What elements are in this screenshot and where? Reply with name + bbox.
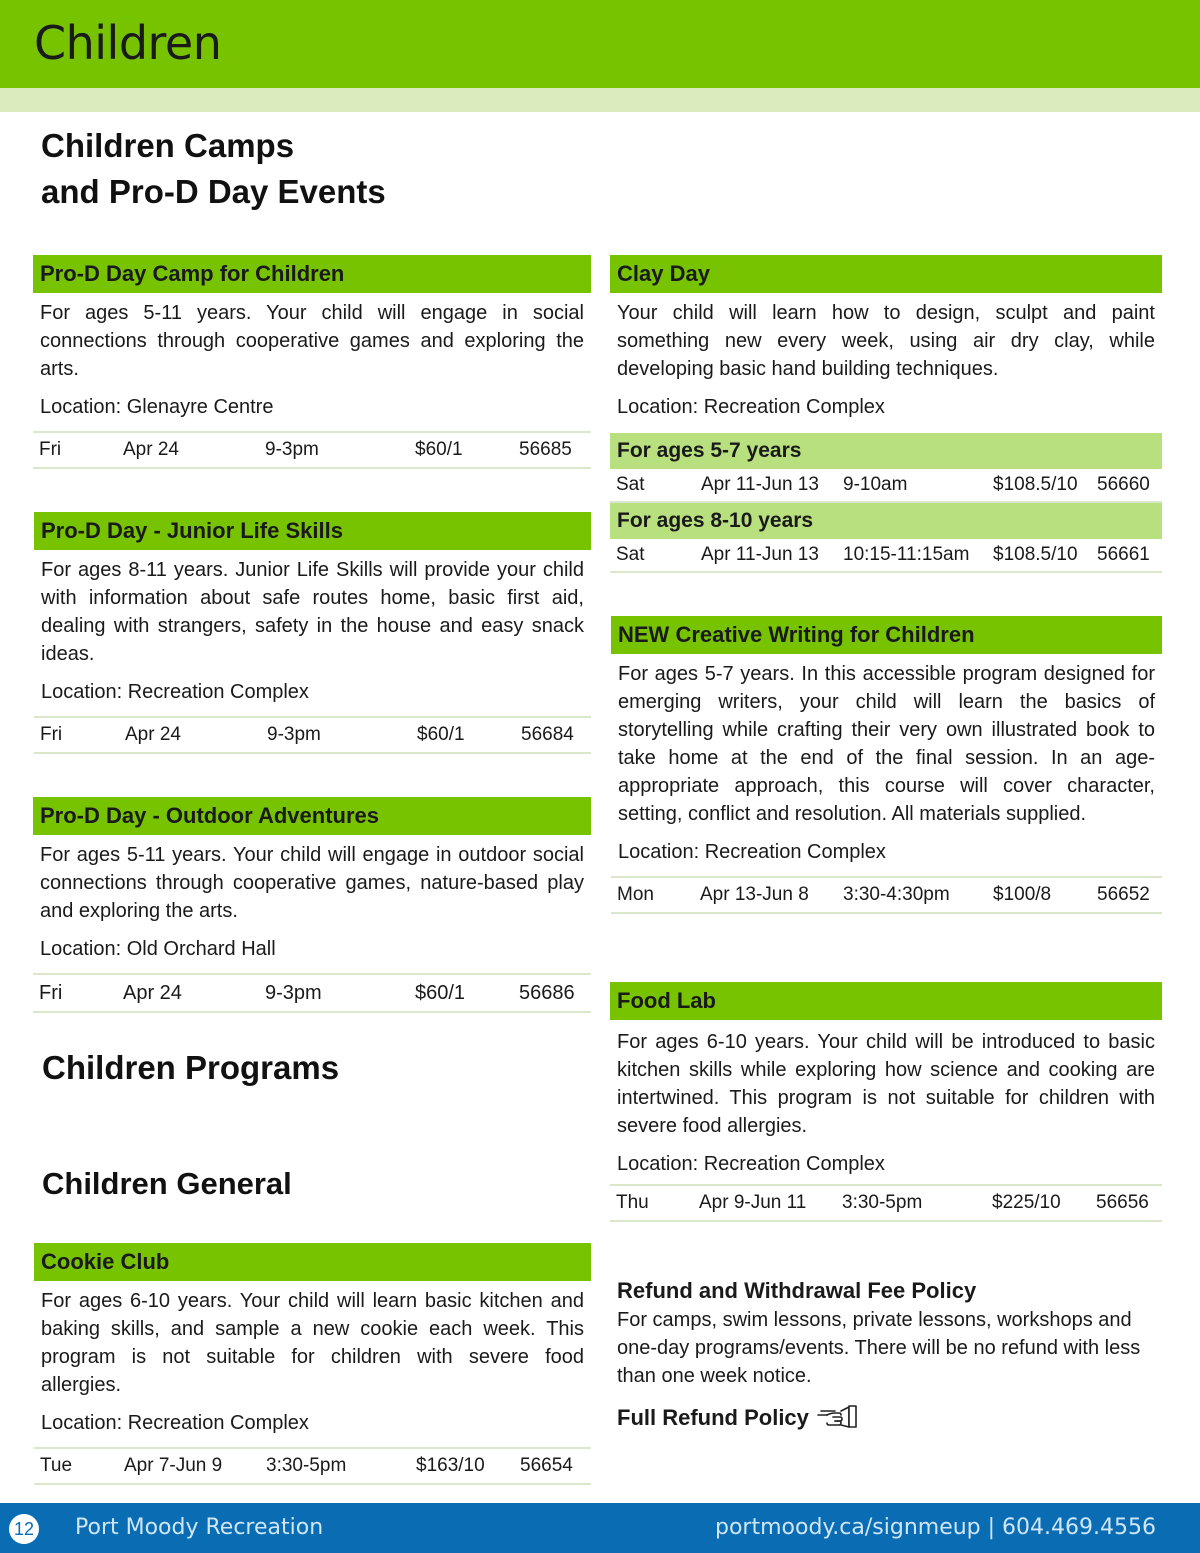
schedule-code[interactable]: 56654 (520, 1455, 573, 1476)
program-title: Pro-D Day - Junior Life Skills (34, 512, 591, 550)
program-description: For ages 6-10 years. Your child will be introduced to basic kitchen skills while exploring how science and cooking are intertwined. This program is not suitable for children with severe food allergies. (617, 1031, 1155, 1137)
program-location: Location: Recreation Complex (41, 681, 309, 703)
program-title: Pro-D Day - Outdoor Adventures (33, 797, 591, 835)
program-location: Location: Recreation Complex (617, 396, 885, 418)
schedule-dates: Apr 11-Jun 13 (701, 474, 819, 495)
schedule-code[interactable]: 56685 (519, 439, 572, 460)
schedule-price: $60/1 (417, 724, 465, 745)
schedule-dates: Apr 24 (125, 724, 181, 745)
schedule-row[interactable] (34, 1447, 591, 1485)
schedule-dates: Apr 13-Jun 8 (700, 884, 809, 905)
program-description: Your child will learn how to design, sculpt and paint something new every week, using air dry clay, while developing basic hand building techniques. (617, 302, 1155, 380)
program-junior-life-skills (34, 512, 591, 754)
program-description: For ages 6-10 years. Your child will learn basic kitchen and baking skills, and sample a new cookie each week. This program is not suitable for children with severe food allergies. (41, 1290, 584, 1396)
schedule-code[interactable]: 56652 (1097, 884, 1150, 905)
schedule-dates: Apr 11-Jun 13 (701, 544, 819, 565)
program-location: Location: Old Orchard Hall (40, 938, 276, 960)
policy-title: Refund and Withdrawal Fee Policy (617, 1278, 977, 1303)
schedule-time: 3:30-4:30pm (843, 884, 950, 905)
page-number: 12 (9, 1514, 39, 1544)
program-title: Clay Day (610, 255, 1162, 293)
schedule-row[interactable] (33, 973, 591, 1013)
page-title: Children (34, 16, 222, 70)
camps-heading-line-2: and Pro-D Day Events (41, 173, 386, 210)
schedule-day: Fri (39, 982, 63, 1004)
policy-text: For camps, swim lessons, private lessons, workshops and one-day programs/events. There will be no refund with less than one week notice. (617, 1309, 1141, 1387)
schedule-time: 9-3pm (265, 439, 319, 460)
program-description: For ages 8-11 years. Junior Life Skills will provide your child with information about safe routes home, basic first aid, dealing with strangers, safety in the house and easy snack ideas. (41, 559, 584, 665)
schedule-day: Fri (40, 724, 63, 745)
program-prod-camp (33, 255, 591, 469)
schedule-day: Thu (616, 1192, 649, 1213)
schedule-time: 9-3pm (265, 982, 322, 1004)
schedule-price: $225/10 (992, 1192, 1061, 1213)
schedule-row[interactable] (611, 876, 1162, 914)
program-title: Food Lab (610, 982, 1162, 1020)
pointing-hand-icon[interactable] (815, 1402, 859, 1434)
age-group-heading: For ages 8-10 years (610, 503, 1162, 539)
schedule-row[interactable] (610, 469, 1162, 503)
schedule-dates: Apr 9-Jun 11 (699, 1192, 807, 1213)
full-refund-policy-link[interactable] (617, 1402, 1162, 1434)
program-location: Location: Recreation Complex (617, 1153, 885, 1175)
refund-policy (617, 1276, 1162, 1434)
schedule-time: 9-10am (843, 474, 908, 495)
program-food-lab (610, 982, 1162, 1222)
header-accent-strip (0, 88, 1200, 112)
schedule-dates: Apr 24 (123, 982, 182, 1004)
schedule-price: $108.5/10 (993, 544, 1078, 565)
program-description: For ages 5-7 years. In this accessible program designed for emerging writers, your child will learn the basics of storytelling while crafting their very own illustrated book to take home at the end of the final session. In an age-appropriate approach, this course will cover character, setting, conflict and resolution. All materials supplied. (618, 663, 1155, 825)
footer-org: Port Moody Recreation (75, 1515, 324, 1540)
schedule-row[interactable] (34, 716, 591, 754)
schedule-day: Sat (616, 544, 645, 565)
schedule-day: Mon (617, 884, 654, 905)
general-heading: Children General (42, 1166, 292, 1201)
schedule-day: Fri (39, 439, 62, 460)
schedule-price: $108.5/10 (993, 474, 1078, 495)
program-title: Cookie Club (34, 1243, 591, 1281)
schedule-price: $60/1 (415, 439, 463, 460)
age-group-heading: For ages 5-7 years (610, 433, 1162, 469)
schedule-code[interactable]: 56684 (521, 724, 574, 745)
schedule-dates: Apr 7-Jun 9 (124, 1455, 223, 1476)
link-label: Full Refund Policy (617, 1405, 809, 1430)
footer-contact-link[interactable]: portmoody.ca/signmeup | 604.469.4556 (715, 1515, 1156, 1540)
schedule-row[interactable] (610, 1184, 1162, 1222)
schedule-dates: Apr 24 (123, 439, 179, 460)
page-header (0, 0, 1200, 88)
program-title: Pro-D Day Camp for Children (33, 255, 591, 293)
program-creative-writing (611, 616, 1162, 914)
schedule-time: 3:30-5pm (842, 1192, 923, 1213)
schedule-day: Tue (40, 1455, 73, 1476)
schedule-time: 3:30-5pm (266, 1455, 347, 1476)
schedule-code[interactable]: 56686 (519, 982, 575, 1004)
program-description: For ages 5-11 years. Your child will engage in social connections through cooperative games and exploring the arts. (40, 302, 584, 380)
camps-heading (41, 123, 386, 215)
program-location: Location: Recreation Complex (41, 1412, 309, 1434)
schedule-price: $100/8 (993, 884, 1052, 905)
age-group-list (610, 433, 1162, 573)
program-location: Location: Glenayre Centre (40, 396, 274, 418)
page-footer (0, 1503, 1200, 1553)
schedule-code[interactable]: 56661 (1097, 544, 1150, 565)
schedule-day: Sat (616, 474, 645, 495)
schedule-row[interactable] (33, 431, 591, 469)
schedule-time: 10:15-11:15am (843, 544, 970, 565)
programs-heading: Children Programs (42, 1049, 340, 1086)
schedule-time: 9-3pm (267, 724, 321, 745)
schedule-price: $163/10 (416, 1455, 485, 1476)
schedule-price: $60/1 (415, 982, 466, 1004)
program-description: For ages 5-11 years. Your child will engage in outdoor social connections through cooperative games, nature-based play and exploring the arts. (40, 844, 584, 922)
program-outdoor-adventures (33, 797, 591, 1013)
schedule-code[interactable]: 56656 (1096, 1192, 1149, 1213)
schedule-code[interactable]: 56660 (1097, 474, 1150, 495)
program-location: Location: Recreation Complex (618, 841, 886, 863)
schedule-row[interactable] (610, 539, 1162, 573)
camps-heading-line-1: Children Camps (41, 127, 295, 164)
program-title: NEW Creative Writing for Children (611, 616, 1162, 654)
program-cookie-club (34, 1243, 591, 1485)
program-clay-day (610, 255, 1162, 573)
